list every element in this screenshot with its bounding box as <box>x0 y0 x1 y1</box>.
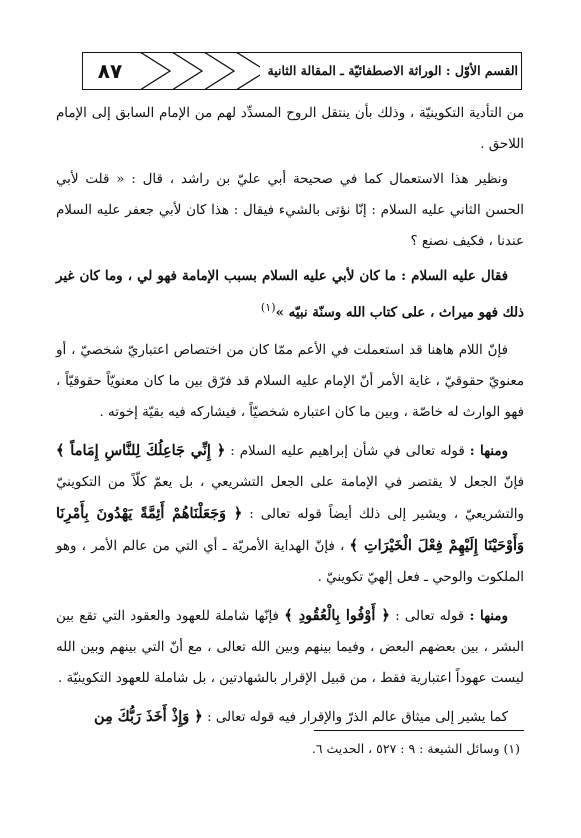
text-run: كما يشير إلى ميثاق عالم الذرّ والإقرار فيه قوله تعالى : <box>207 710 508 726</box>
paragraph <box>56 701 524 733</box>
section-lead: ومنها : <box>469 443 508 460</box>
section-lead: ومنها : <box>469 608 508 625</box>
footnote: (١) وسائل الشيعة : ٩ : ٥٢٧ ، الحديث ٦. <box>311 741 520 756</box>
paragraph: من التأدية التكوينيّة ، وذلك بأن ينتقل الروح المسدِّد لهم من الإمام السابق إلى الإمام اللاحق . <box>56 106 524 152</box>
header-chevron-ornament <box>136 52 260 90</box>
page-number: ٨٧ <box>97 59 123 83</box>
footnote-divider <box>314 730 524 731</box>
quran-verse: ﴿ وَجَعَلْنَاهُمْ أَئِمَّةً يَهْدُونَ بِأَمْرِنَا وَأَوْحَيْنَا إِلَيْهِمْ فِعْلَ الْخَيْرَاتِ ﴾ <box>56 505 524 555</box>
main-text <box>56 98 524 740</box>
text-run: قوله تعالى : <box>395 609 465 625</box>
text-run: فإنّ الجعل لا يقتصر في الإمامة على الجعل التشريعي ، بل يعمّ كلّاً من التكوينيّ والتشريعيّ ، ويشير إلى ذلك أيضاً قوله تعالى : <box>56 475 524 523</box>
paragraph <box>56 261 524 328</box>
paragraph <box>56 600 524 694</box>
hadith-quote: فقال عليه السلام : ما كان لأبي عليه السلام بسبب الإمامة فهو لي ، وما كان غير ذلك فهو ميراث ، على كتاب الله وسنّة نبيّه » <box>56 268 524 321</box>
paragraph <box>56 435 524 593</box>
paragraph: ونظير هذا الاستعمال كما في صحيحة أبي عليّ بن راشد ، قال : « قلت لأبي الحسن الثاني عليه السلام : إنّا نؤتى بالشيء فيقال : هذا كان لأبي جعفر عليه السلام عندنا ، فكيف نصنع ؟ <box>56 172 524 249</box>
footnote-marker: (١) <box>260 301 276 314</box>
quran-verse: ﴿ وَإِذْ أَخَذَ رَبُّكَ مِن <box>93 708 203 726</box>
running-head: القسم الأوّل : الوراثة الاصطفائيّة ـ المقالة الثانية <box>267 63 518 78</box>
paragraph: فإنّ اللام هاهنا قد استعملت في الأعم ممّا كان من اختصاص اعتباريّ شخصيّ ، أو معنويّ حقوقيّ ، غاية الأمر أنّ الإمام عليه السلام قد فرّق بين ما كان معنويّاً حقوقيّاً ، فهو الوارث له خاصّة ، وبين ما كان اعتباره شخصيّاً ، فيشاركه فيه بقيّة إخوته . <box>56 343 524 421</box>
text-run: قوله تعالى في شأن إبراهيم عليه السلام : <box>230 444 465 460</box>
quran-verse: ﴿ إِنِّي جَاعِلُكَ لِلنَّاسِ إِمَاماً ﴾ <box>56 442 226 460</box>
text-run: فإنّها شاملة للعهود والعقود التي تقع بين البشر ، بين بعضهم البعض ، وفيما بينهم وبين الله تعالى ، مع أنّ التي بينهم وبين الله ليست عهوداً اعتبارية فقط ، من قبيل الإقرار بالشهادتين ، بل شاملة للعهود التكوينيّة . <box>56 609 524 687</box>
quran-verse: ﴿ أَوْفُوا بِالْعُقُودِ ﴾ <box>284 607 390 625</box>
text-run: ، فإنّ الهداية الأمريّة ـ أي التي من عالم الأمر ، وهو الملكوت والوحي ـ فعل إلهيّ تكوينيّ . <box>56 539 524 586</box>
